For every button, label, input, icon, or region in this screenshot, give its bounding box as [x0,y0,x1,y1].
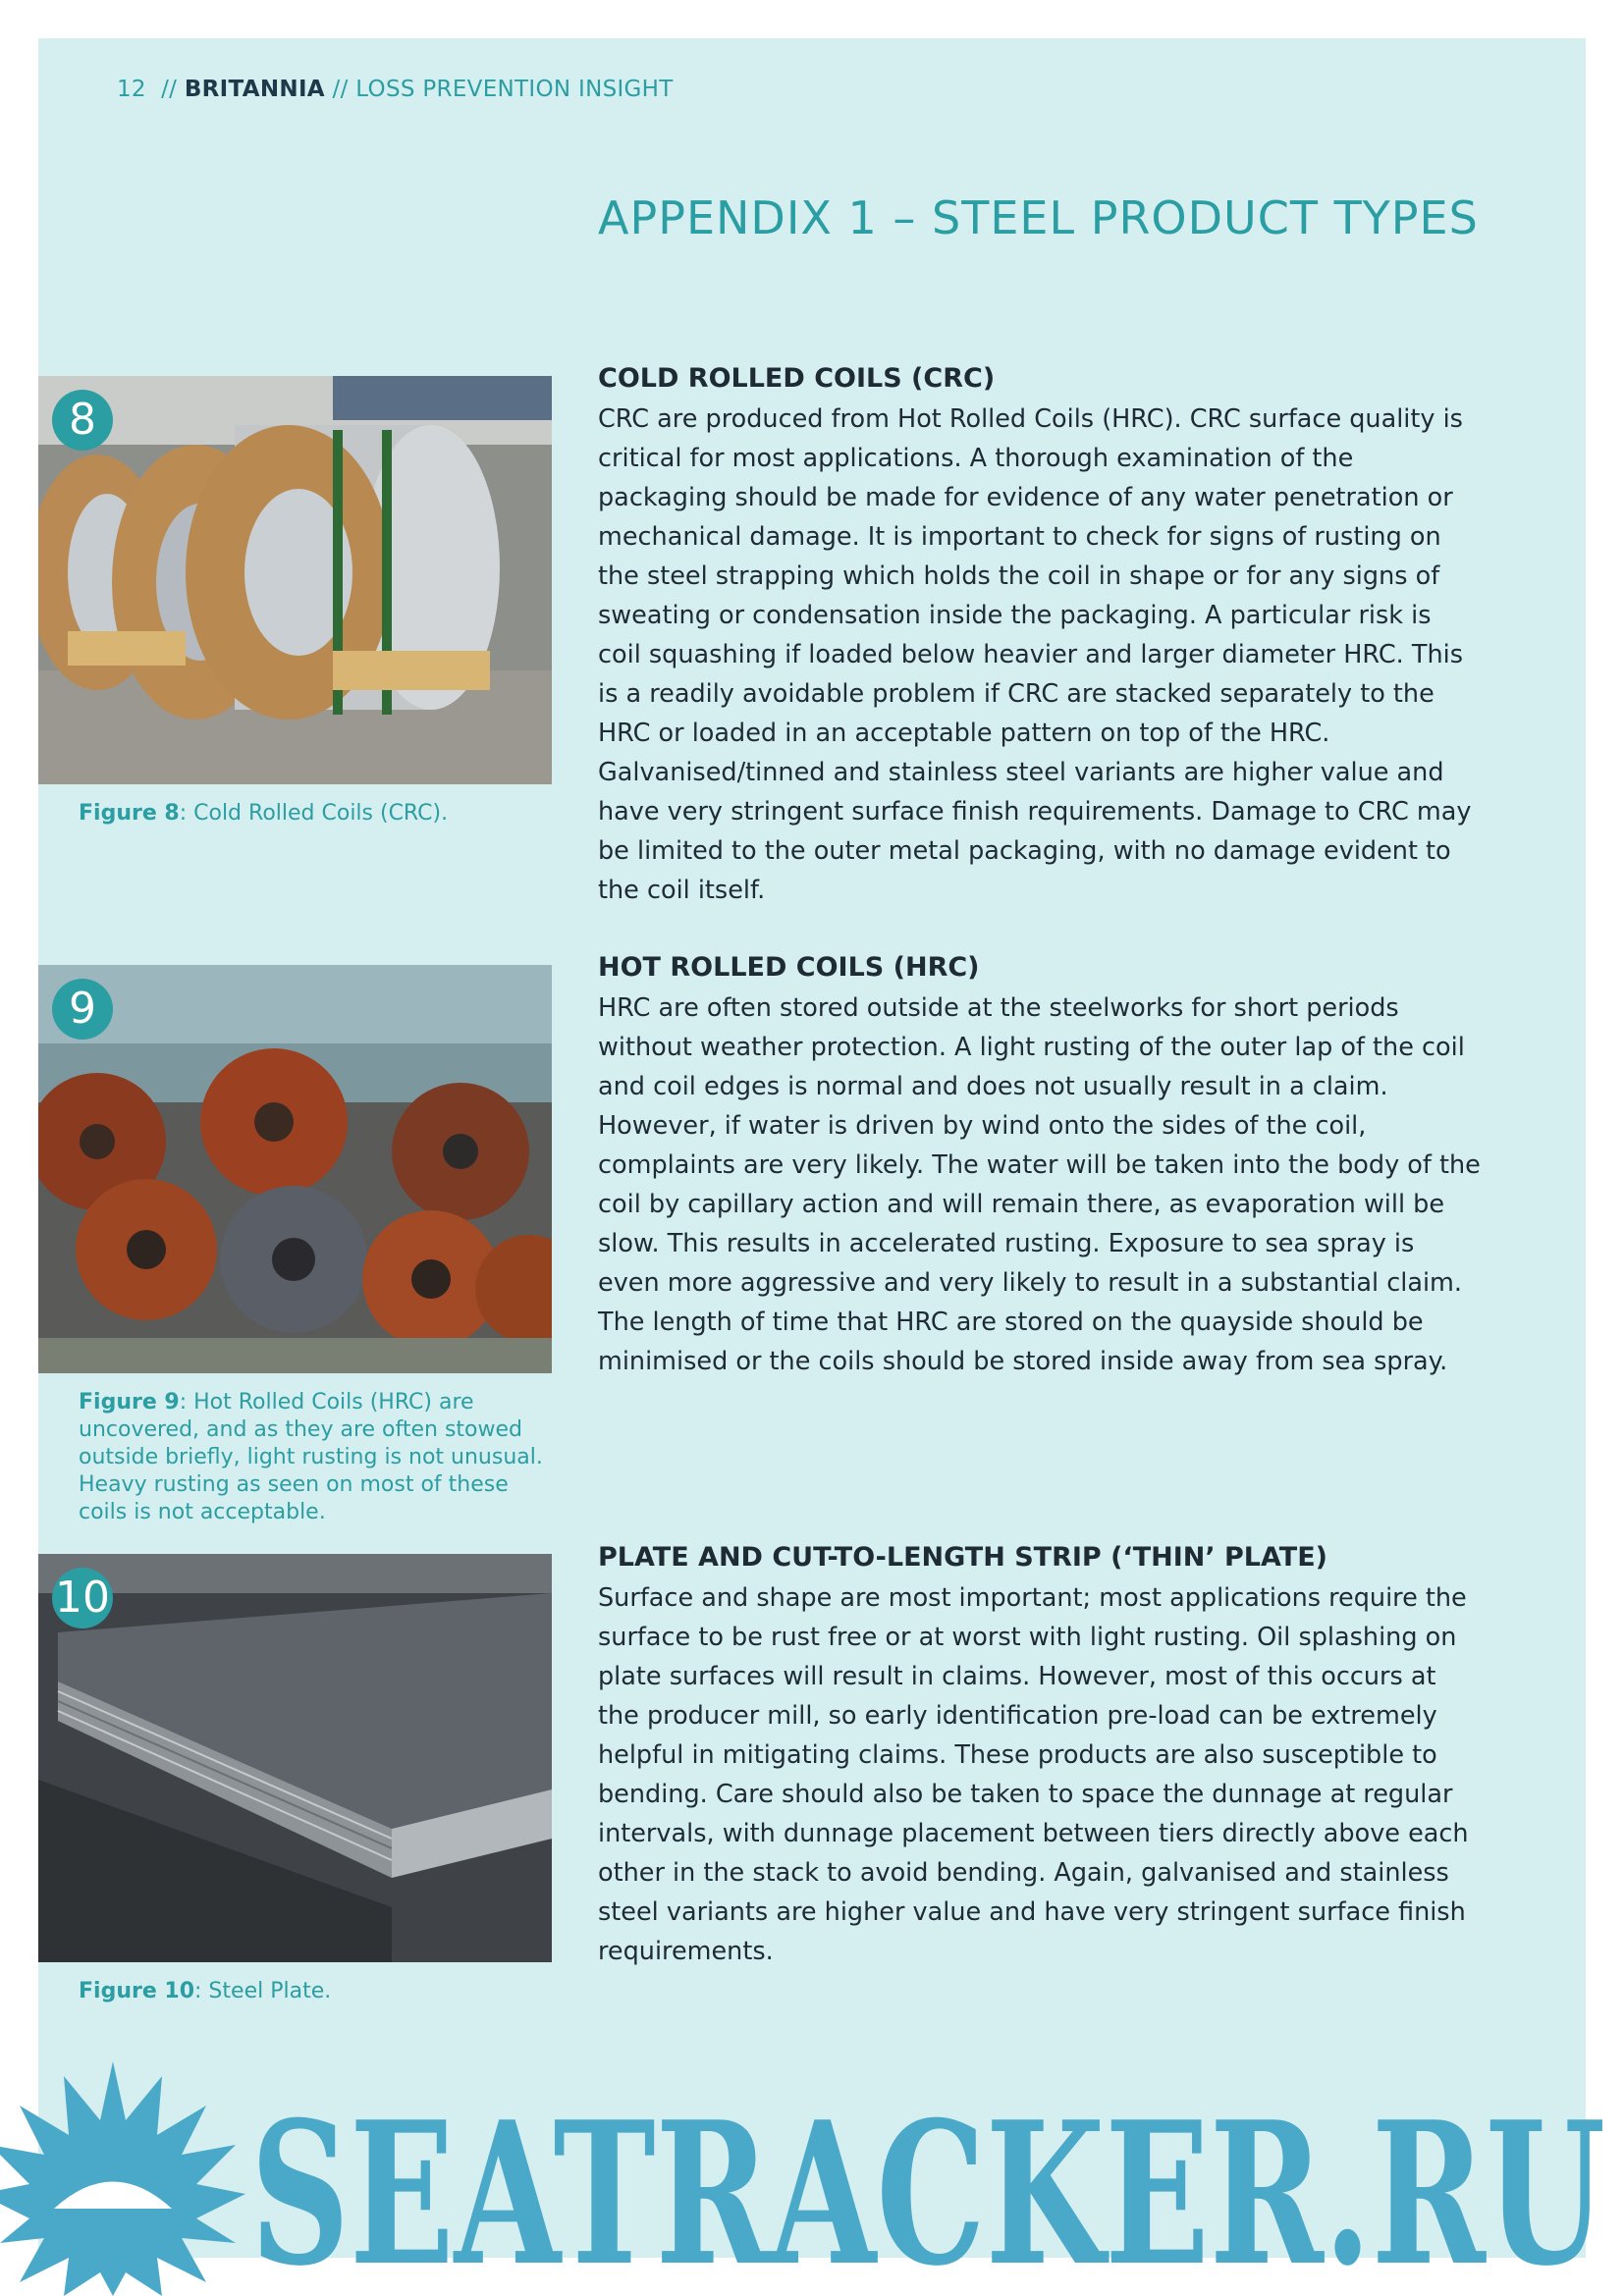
figure-number-badge: 10 [52,1568,113,1629]
figure-label: Figure 8 [79,801,180,826]
header-separator: // [161,77,178,102]
figure-10-caption [79,1978,560,2005]
section-heading: COLD ROLLED COILS (CRC) [598,363,996,394]
figure-10-image [38,1554,552,1962]
watermark [0,2061,1624,2296]
section-heading: HOT ROLLED COILS (HRC) [598,952,980,983]
sun-logo-icon [0,2061,245,2296]
figure-caption-text: : Hot Rolled Coils (HRC) are uncovered, and as they are often stowed outside briefly, light rusting is not unusual. Heavy rusting as seen on most of these coils is not acceptable. [79,1390,543,1524]
section-body: CRC are produced from Hot Rolled Coils (HRC). CRC surface quality is critical for most applications. A thorough examination of the packaging should be made for evidence of any water penetration or mechanical damage. It is important to check for signs of rusting on the steel strapping which holds the coil in shape or for any signs of sweating or condensation inside the packaging. A particular risk is coil squashing if loaded below heavier and larger diameter HRC. This is a readily avoidable problem if CRC are stacked separately to the HRC or loaded in an acceptable pattern on top of the HRC. Galvanised/tinned and stainless steel variants are higher value and have very stringent surface finish requirements. Damage to CRC may be limited to the outer metal packaging, with no damage evident to the coil itself. [598,404,1472,905]
figure-8-image [38,376,552,784]
section-plate [598,1542,1482,1971]
section-hot-rolled-coils [598,952,1482,1381]
section-body: Surface and shape are most important; most applications require the surface to be rust free or at worst with light rusting. Oil splashing on plate surfaces will result in claims. However, most of this occurs at the producer mill, so early identification pre-load can be extremely helpful in mitigating claims. These products are also susceptible to bending. Care should also be taken to space the dunnage at regular intervals, with dunnage placement between tiers directly above each other in the stack to avoid bending. Again, galvanised and stainless steel variants are higher value and have very stringent surface finish requirements. [598,1583,1469,1966]
section-body: HRC are often stored outside at the steelworks for short periods without weather protection. A light rusting of the outer lap of the coil and coil edges is normal and does not usually result in a claim. However, if water is driven by wind onto the sides of the coil, complaints are very likely. The water will be taken into the body of the coil by capillary action and will remain there, as evaporation will be slow. This results in accelerated rusting. Exposure to sea spray is even more aggressive and very likely to result in a substantial claim. The length of time that HRC are stored on the quayside should be minimised or the coils should be stored inside away from sea spray. [598,993,1481,1376]
figure-9-caption [79,1389,560,1526]
figure-caption-text: : Cold Rolled Coils (CRC). [179,801,449,826]
figure-number-badge: 9 [52,979,113,1040]
figure-number-badge: 8 [52,390,113,451]
brand-name: BRITANNIA [184,77,325,102]
watermark-text: SEATRACKER.RU [250,2079,1605,2296]
figure-8-caption [79,800,560,828]
section-heading: PLATE AND CUT-TO-LENGTH STRIP (‘THIN’ PLATE) [598,1542,1328,1573]
publication-name: LOSS PREVENTION INSIGHT [355,77,674,102]
page-title: APPENDIX 1 – STEEL PRODUCT TYPES [598,191,1479,244]
page-header [117,77,674,102]
figure-label: Figure 9 [79,1390,180,1415]
header-separator: // [332,77,349,102]
figure-caption-text: : Steel Plate. [194,1979,332,2003]
figure-label: Figure 10 [79,1979,195,2003]
figure-9-image [38,965,552,1373]
section-cold-rolled-coils [598,363,1482,910]
page-number: 12 [117,77,146,102]
